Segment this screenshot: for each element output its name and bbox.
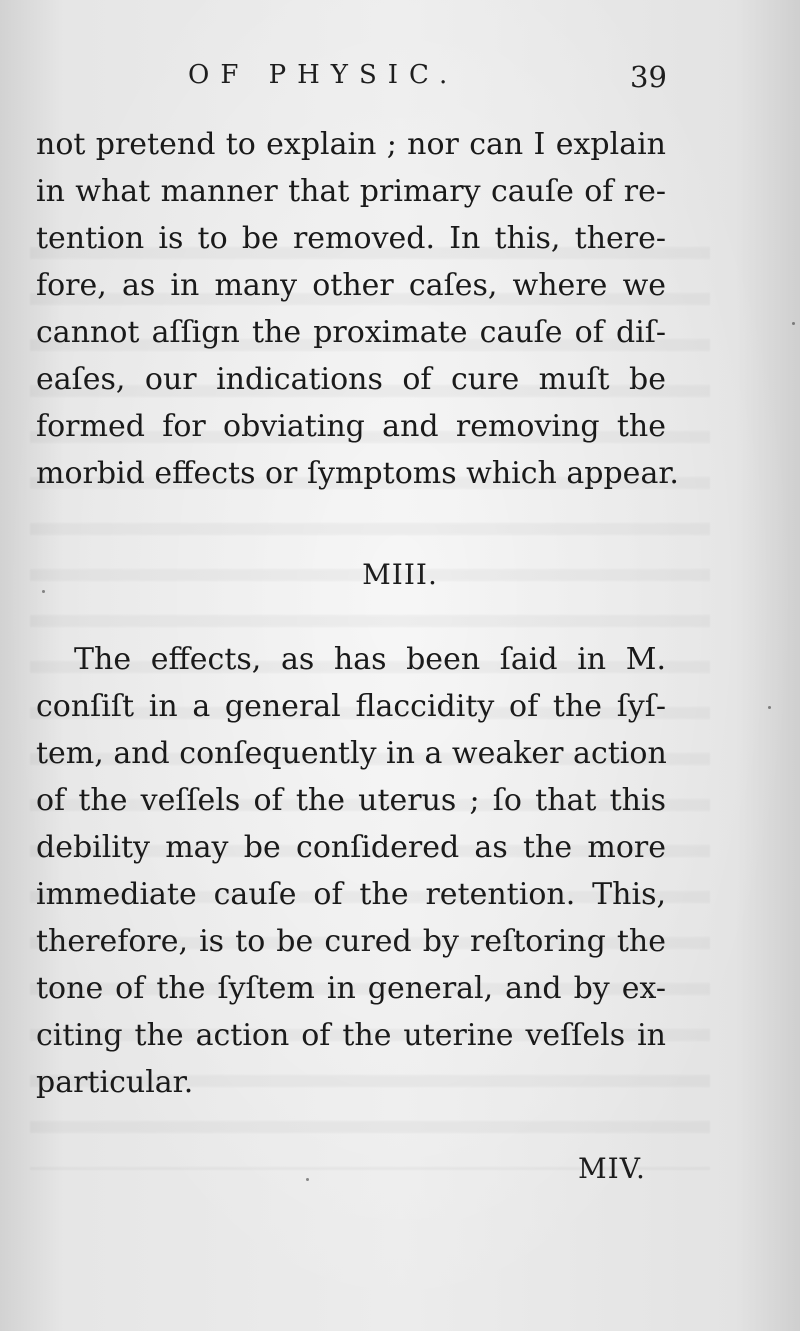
text-line: immediate cauſe of the retention. This, [36, 877, 666, 912]
text-line: formed for obviating and removing the [36, 409, 666, 444]
text-line: not pretend to explain ; nor can I explain [36, 127, 666, 162]
ink-speck [306, 1178, 309, 1181]
text-line: eaſes, our indications of cure muſt be [36, 362, 666, 397]
text-line: fore, as in many other caſes, where we [36, 268, 666, 303]
ink-speck [792, 322, 795, 325]
text-line: in what manner that primary cauſe of re- [36, 174, 666, 209]
paragraph-1 [36, 121, 679, 497]
text-line: The effects, as has been ſaid in M. [74, 642, 666, 677]
text-line: debility may be conſidered as the more [36, 830, 666, 865]
text-line: tone of the ſyſtem in general, and by ex- [36, 971, 666, 1006]
text-line: cannot aſſign the proximate cauſe of diſ- [36, 315, 666, 350]
text-line: conſiſt in a general flaccidity of the ſyſ- [36, 689, 666, 724]
catchword: MIV. [578, 1152, 646, 1185]
text-line: of the veſſels of the uterus ; ſo that this [36, 783, 666, 818]
text-line: tem, and conſequently in a weaker action [36, 736, 667, 771]
running-head-title: OF PHYSIC. [188, 60, 459, 90]
paragraph-2 [36, 636, 666, 1106]
page-number: 39 [630, 60, 667, 94]
text-line: morbid effects or ſymptoms which appear. [36, 456, 679, 491]
text-line: therefore, is to be cured by reſtoring the [36, 924, 666, 959]
text-line: tention is to be removed. In this, there- [36, 221, 666, 256]
ink-speck [42, 590, 45, 593]
section-heading: MIII. [362, 558, 438, 591]
ink-speck [768, 706, 771, 709]
text-line: citing the action of the uterine veſſels in [36, 1018, 666, 1053]
text-line: particular. [36, 1065, 194, 1100]
running-head [0, 60, 800, 100]
